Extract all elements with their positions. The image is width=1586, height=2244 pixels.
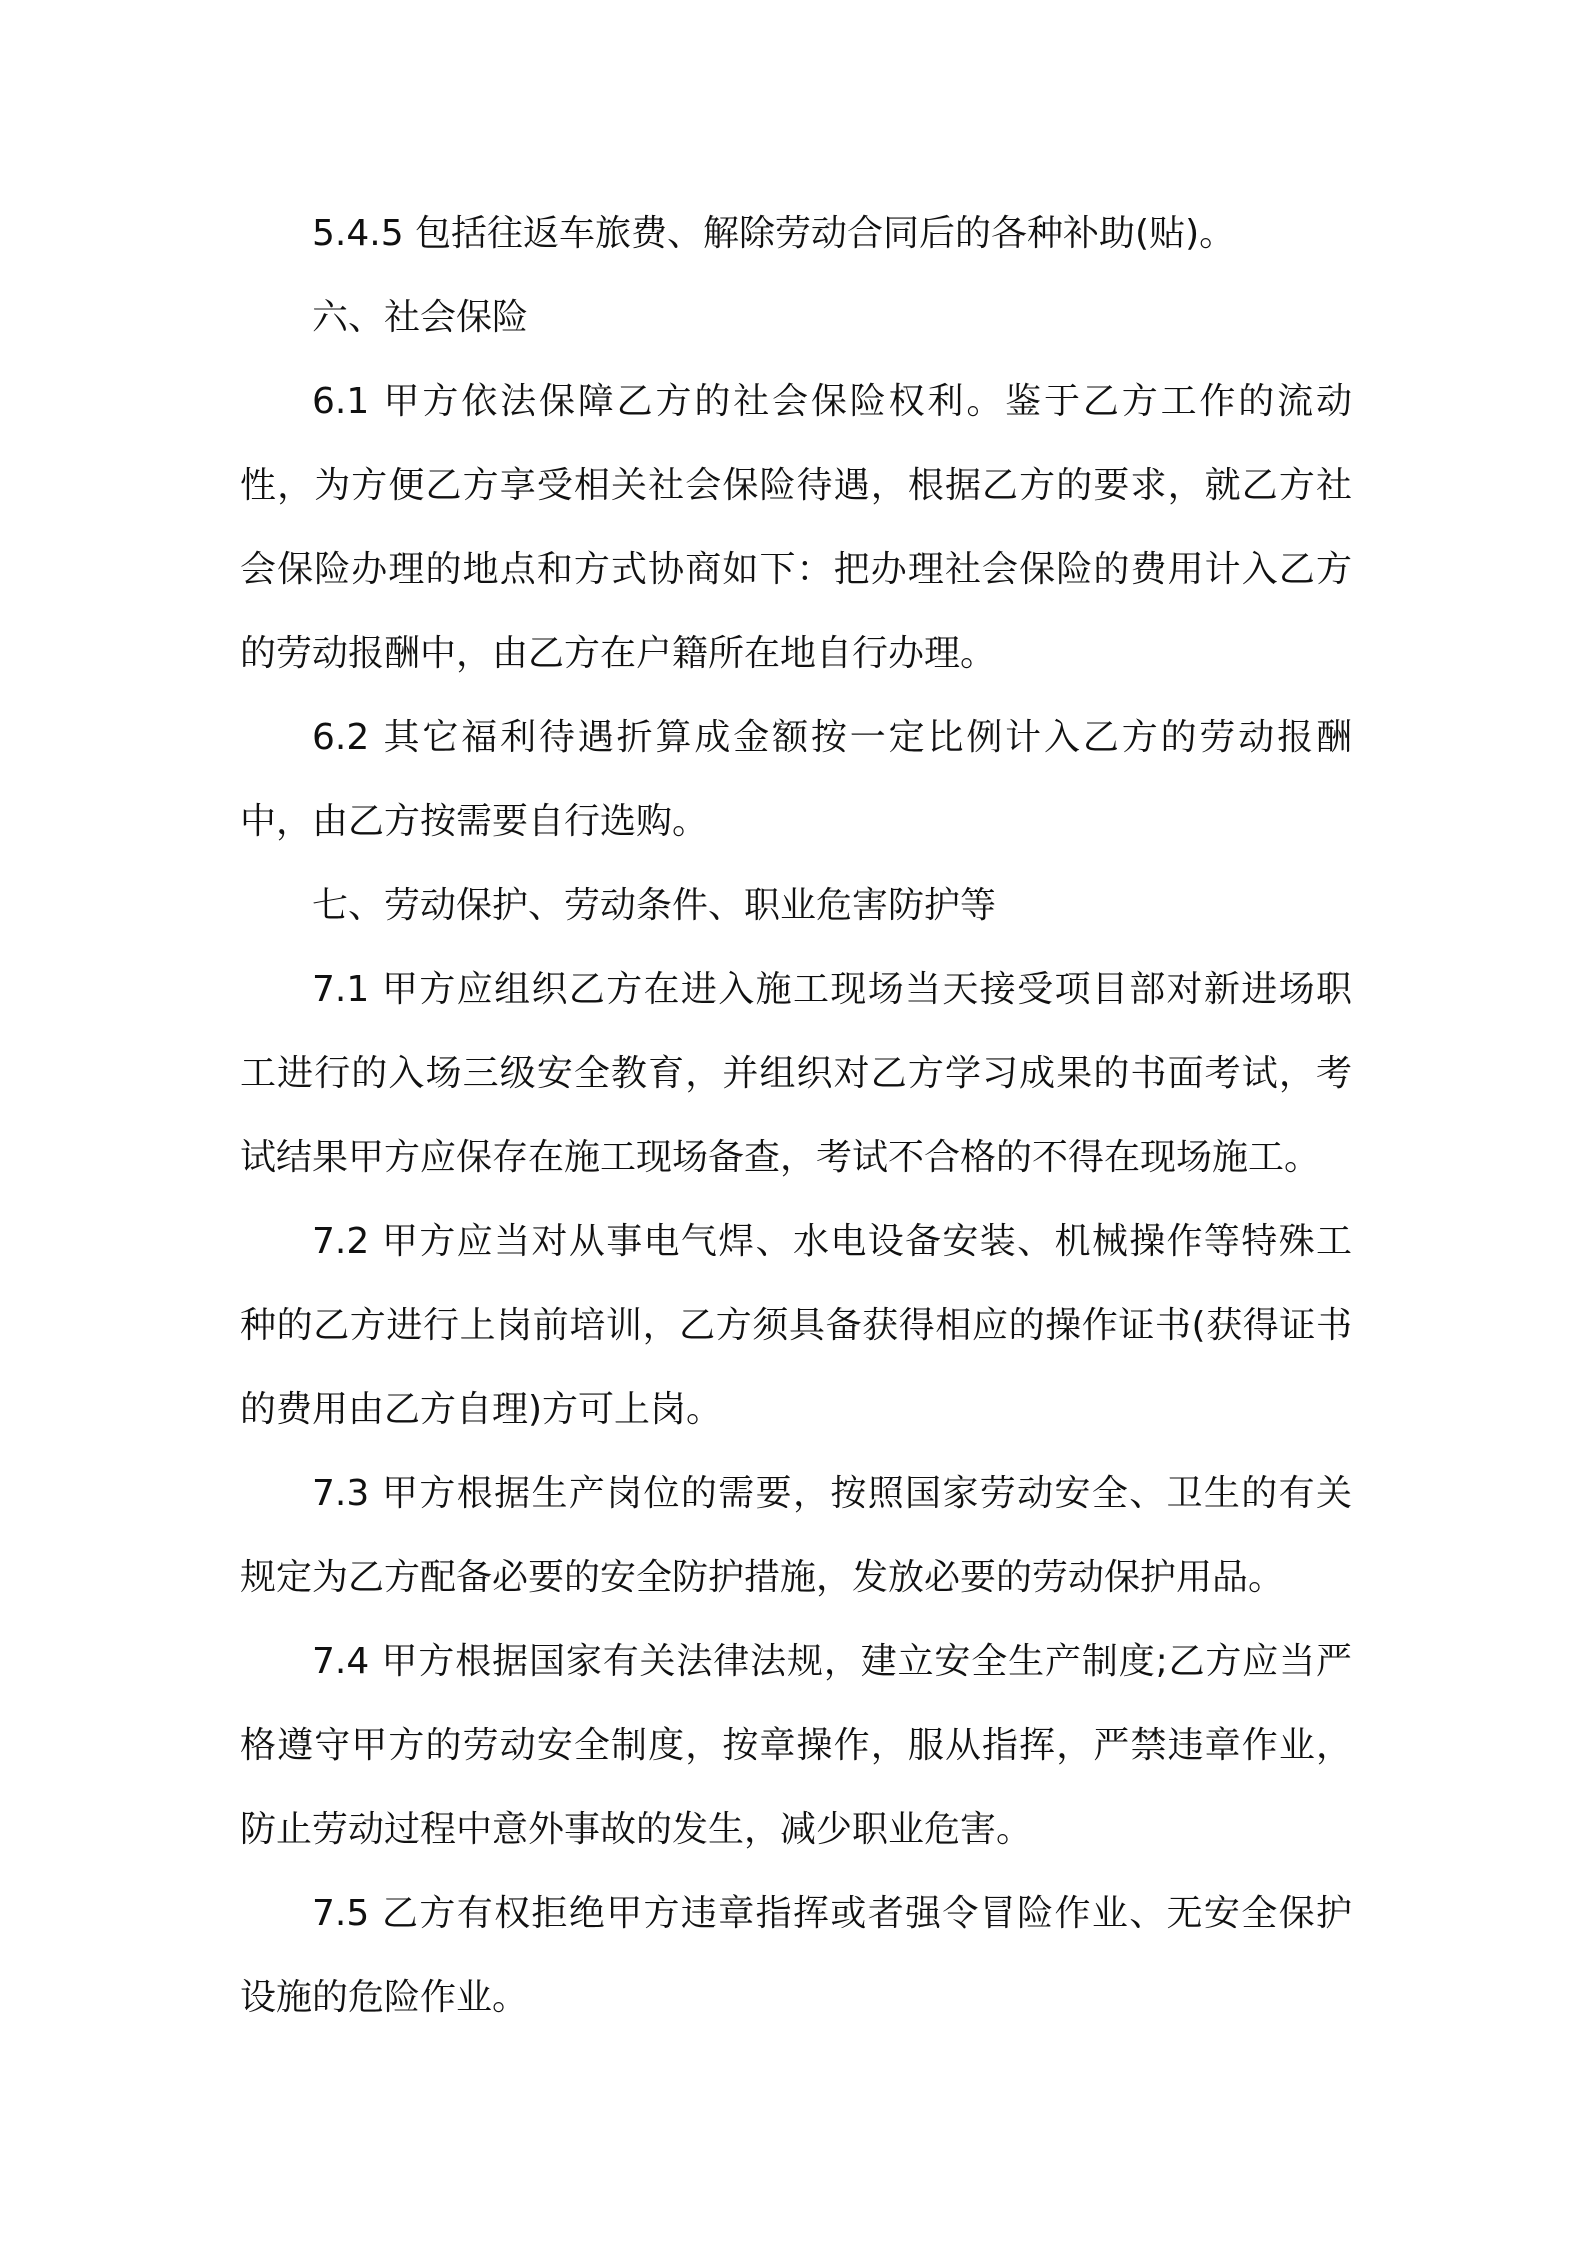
paragraph-6-2: 6.2 其它福利待遇折算成金额按一定比例计入乙方的劳动报酬中，由乙方按需要自行选购。 [240,717,1352,842]
paragraph-6-1: 6.1 甲方依法保障乙方的社会保险权利。鉴于乙方工作的流动性，为方便乙方享受相关社会保险待遇，根据乙方的要求，就乙方社会保险办理的地点和方式协商如下：把办理社会保险的费用计入乙方的劳动报酬中，由乙方在户籍所在地自行办理。 [240,381,1352,674]
section-heading-social-insurance: 六、社会保险 [312,297,529,338]
paragraph-7-1: 7.1 甲方应组织乙方在进入施工现场当天接受项目部对新进场职工进行的入场三级安全教育，并组织对乙方学习成果的书面考试，考试结果甲方应保存在施工现场备查，考试不合格的不得在现场施工。 [240,969,1352,1178]
section-heading-labor-protection: 七、劳动保护、劳动条件、职业危害防护等 [312,885,997,926]
paragraph-7-5: 7.5 乙方有权拒绝甲方违章指挥或者强令冒险作业、无安全保护设施的危险作业。 [240,1893,1352,2018]
paragraph-7-2: 7.2 甲方应当对从事电气焊、水电设备安装、机械操作等特殊工种的乙方进行上岗前培训，乙方须具备获得相应的操作证书(获得证书的费用由乙方自理)方可上岗。 [240,1221,1352,1430]
paragraph-7-3: 7.3 甲方根据生产岗位的需要，按照国家劳动安全、卫生的有关规定为乙方配备必要的安全防护措施，发放必要的劳动保护用品。 [240,1473,1352,1598]
paragraph-7-4: 7.4 甲方根据国家有关法律法规，建立安全生产制度;乙方应当严格遵守甲方的劳动安全制度，按章操作，服从指挥，严禁违章作业，防止劳动过程中意外事故的发生，减少职业危害。 [240,1641,1352,1850]
document-body [240,192,1352,2040]
paragraph-5-4-5: 5.4.5 包括往返车旅费、解除劳动合同后的各种补助(贴)。 [312,213,1236,254]
